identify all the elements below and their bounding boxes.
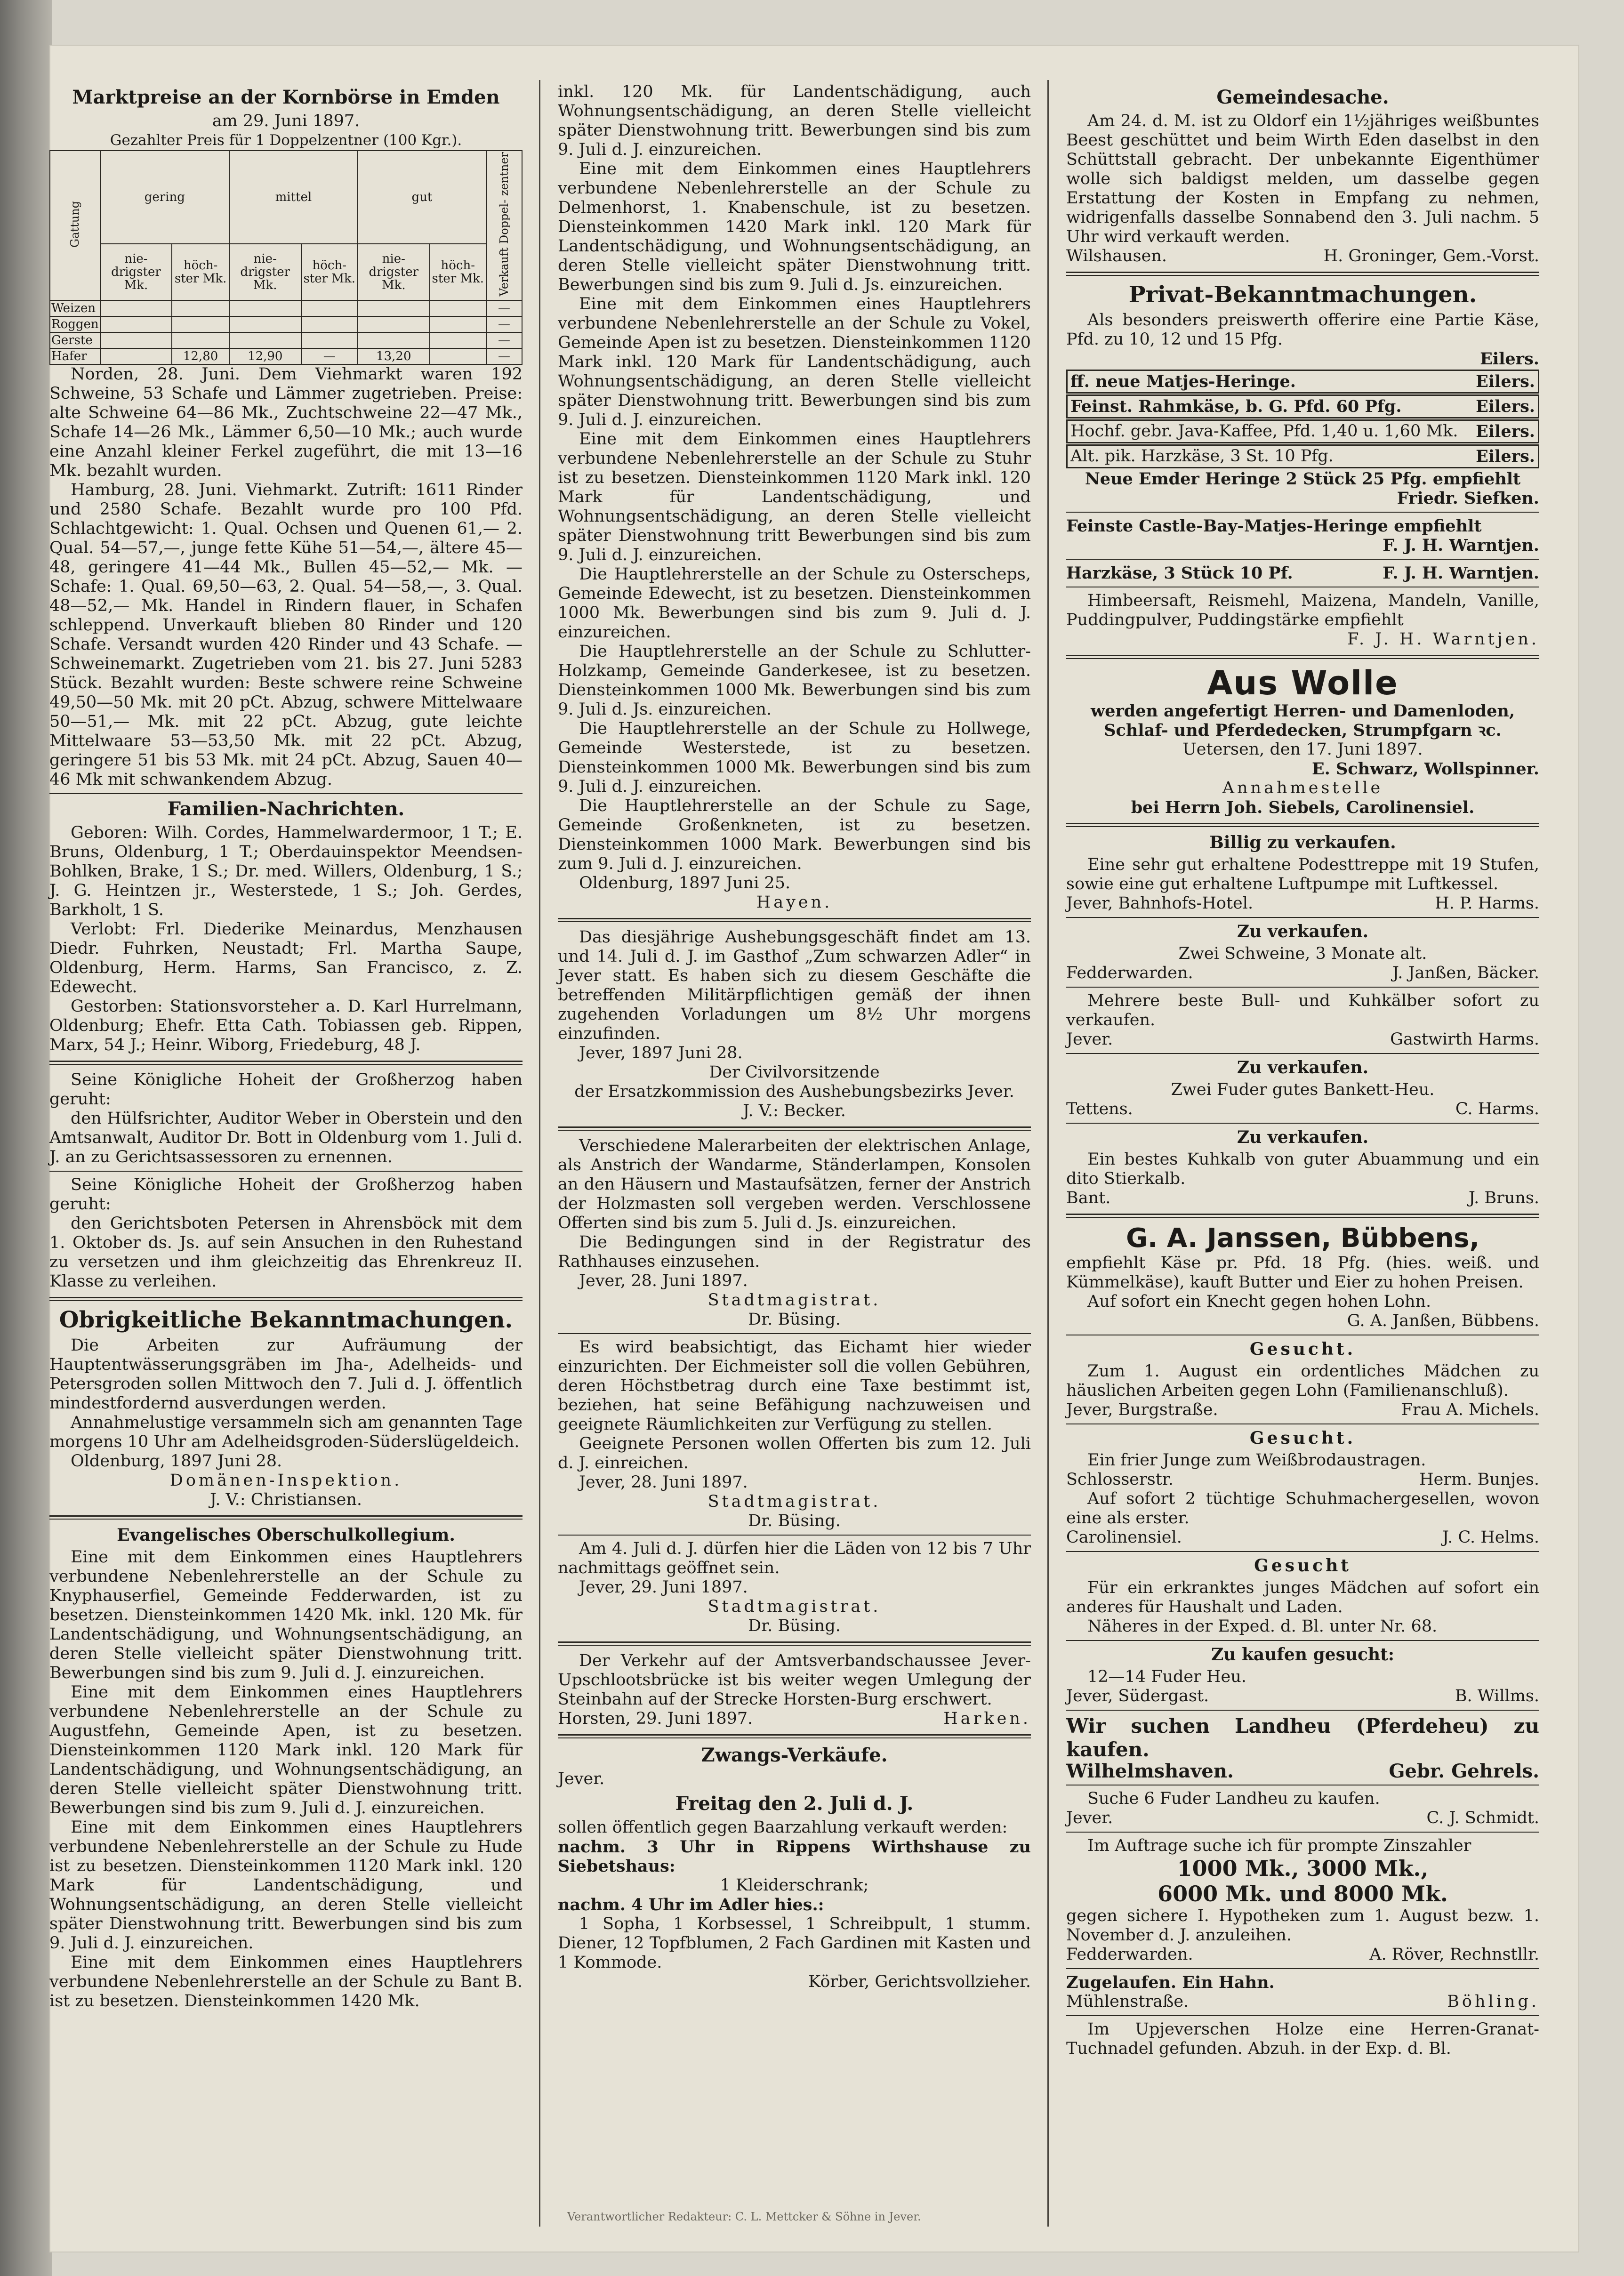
section-title: Zu verkaufen. xyxy=(1237,922,1369,941)
ad-text: bei Herrn Joh. Siebels, Carolinensiel. xyxy=(1131,798,1475,817)
date: Jever, 28. Juni 1897. xyxy=(579,1271,748,1290)
private-title: Privat-Bekanntmachungen. xyxy=(1128,281,1477,308)
notice-text: Verschiedene Malerarbeiten der elektrischen Anlage, als Anstrich der Wandarme, Ständerlampen, Konsolen an den Häusern und Mastaufsätzen, ferner der Anstrich der Holzmasten soll vergeben werden. Verschlossene Offerten sind bis zum 5. Juli d. Js. einzureichen. xyxy=(558,1136,1031,1232)
signature: Stadtmagistrat. xyxy=(707,1597,881,1616)
notice-text: Eine mit dem Einkommen eines Hauptlehrers verbundene Nebenlehrerstelle an der Schule zu Delmenhorst, 1. Knabenschule, ist zu besetzen. Diensteinkommen 1420 Mark inkl. 120 Mark für Landentschädigung, und Wohnungsentschädigung, an deren Stelle vielleicht später Dienstwohnung tritt. Bewerbungen sind bis zum 9. Juli d. Js. einzureichen. xyxy=(558,160,1031,294)
ad-text: ff. neue Matjes-Heringe. xyxy=(1070,372,1296,391)
official-text: Die Arbeiten zur Aufräumung der Hauptentwässerungsgräben im Jha-, Adelheids- und Petersgroden sollen Mittwoch den 7. Juli d. J. öffentlich mindestfordernd ausverdungen werden. xyxy=(49,1336,523,1413)
signature: Dr. Büsing. xyxy=(748,1310,841,1329)
signature: Dr. Büsing. xyxy=(748,1617,841,1635)
ad-text: Mehrere beste Bull- und Kuhkälber sofort zu verkaufen. xyxy=(1066,991,1539,1029)
amount-heading: 1000 Mk., 3000 Mk., xyxy=(1177,1856,1429,1881)
signature: Eilers. xyxy=(1476,422,1535,441)
signature: Harken. xyxy=(943,1709,1031,1728)
col-header: nie- drigster Mk. xyxy=(100,244,172,300)
notice-text: 1 Sopha, 1 Korbsessel, 1 Schreibpult, 1 stumm. Diener, 12 Topfblumen, 2 Fach Gardinen mit Kasten und 1 Kommode. xyxy=(558,1914,1031,1972)
ad-text: Ein bestes Kuhkalb von guter Abuammung und ein dito Stierkalb. xyxy=(1066,1150,1539,1188)
place: Mühlenstraße. xyxy=(1066,1992,1189,2011)
ad-text: gegen sichere I. Hypotheken zum 1. August bezw. 1. November d. J. anzuleihen. xyxy=(1066,1906,1539,1945)
evang-title: Evangelisches Oberschulkollegium. xyxy=(117,1525,455,1545)
ad-text: Näheres in der Exped. d. Bl. unter Nr. 68. xyxy=(1087,1617,1438,1636)
norden-report: Norden, 28. Juni. Dem Viehmarkt waren 192 Schweine, 53 Schafe und Lämmer zugetrieben. Preise: alte Schweine 64—86 Mk., Zuchtschweine 22—47 Mk., Schafe 14—26 Mk., Lämmer 6,50—10 Mk.; auch wurde eine Anzahl kleiner Ferkel zugeführt, die mit 13—16 Mk. bezahlt wurden. xyxy=(49,365,523,481)
col-header: nie- drigster Mk. xyxy=(229,244,301,300)
ad-text: Zwei Fuder gutes Bankett-Heu. xyxy=(1171,1080,1435,1099)
col-header: gering xyxy=(100,151,229,244)
signature: Stadtmagistrat. xyxy=(707,1291,881,1310)
notice-text: Es wird beabsichtigt, das Eichamt hier wieder einzurichten. Der Eichmeister soll die vollen Gebühren, deren Höchstbetrag durch eine Taxe bestimmt ist, beziehen, hat seine Befähigung nachzuweisen und geeignete Räumlichkeiten zur Verfügung zu stellen. xyxy=(558,1338,1031,1434)
place: Fedderwarden. xyxy=(1066,1945,1193,1964)
date: Oldenburg, 1897 Juni 28. xyxy=(71,1452,282,1471)
col-header: nie- drigster Mk. xyxy=(358,244,430,300)
notice-text: 1 Kleiderschrank; xyxy=(720,1876,869,1895)
market-title: Marktpreise an der Kornbörse in Emden xyxy=(72,86,500,108)
place: Carolinensiel. xyxy=(1066,1528,1182,1547)
place: Jever. xyxy=(1066,1809,1113,1827)
column-2 xyxy=(558,82,1031,1992)
signature: Eilers. xyxy=(1476,372,1535,391)
signature: F. J. H. Warntjen. xyxy=(1383,563,1539,583)
cell: 13,20 xyxy=(358,348,430,364)
notice-text: Eine mit dem Einkommen eines Hauptlehrers verbundene Nebenlehrerstelle an der Schule zu Hude ist zu besetzen. Diensteinkommen 1120 Mark inkl. 120 Mark für Landentschädigung, und Wohnungsentschädigung, an deren Stelle vielleicht später Dienstwohnung tritt. Bewerbungen sind bis zum 9. Juli d. J. einzureichen. xyxy=(49,1818,523,1953)
section-title: Gemeindesache. xyxy=(1216,86,1389,108)
signature: J. Bruns. xyxy=(1468,1189,1539,1207)
notice-text: nachm. 4 Uhr im Adler hies.: xyxy=(558,1895,824,1914)
notice-text: sollen öffentlich gegen Baarzahlung verkauft werden: xyxy=(558,1818,1008,1837)
signature: B. Willms. xyxy=(1455,1687,1539,1705)
wool-ad-title: Aus Wolle xyxy=(1207,664,1399,702)
signature: C. J. Schmidt. xyxy=(1426,1809,1539,1827)
signature: J. C. Helms. xyxy=(1442,1528,1539,1547)
notice-text: Eine mit dem Einkommen eines Hauptlehrers verbundene Nebenlehrerstelle an der Schule zu Augustfehn, Gemeinde Apen, ist zu besetzen. Diensteinkommen 1120 Mark inkl. 120 Mark für Landentschädigung, und Wohnungsentschädigung, an deren Stelle vielleicht später Dienstwohnung tritt. Bewerbungen sind bis zum 9. Juli d. J. einzureichen. xyxy=(49,1683,523,1818)
cell: — xyxy=(486,300,522,316)
notice-royal-1-head: Seine Königliche Hoheit der Großherzog haben geruht: xyxy=(49,1070,523,1109)
ad-text: Alt. pik. Harzkäse, 3 St. 10 Pfg. xyxy=(1070,447,1334,466)
date: Jever, 29. Juni 1897. xyxy=(579,1578,748,1597)
signature: J. V.: Christiansen. xyxy=(210,1490,362,1510)
ad-text: Hochf. gebr. Java-Kaffee, Pfd. 1,40 u. 1,60 Mk. xyxy=(1070,422,1458,441)
date: Oldenburg, 1897 Juni 25. xyxy=(579,874,791,893)
notice-text: Eine mit dem Einkommen eines Hauptlehrers verbundene Nebenlehrerstelle an der Schule zu Vokel, Gemeinde Apen ist zu besetzen. Diensteinkommen 1120 Mark inkl. 120 Mark für Landentschädigung, auch Wohnungsentschädigung, an deren Stelle vielleicht später Dienstwohnung tritt. Bewerbungen sind bis zum 9. Juli d. J. einzureichen. xyxy=(558,295,1031,429)
notice-text: Geeignete Personen wollen Offerten bis zum 12. Juli d. J. einreichen. xyxy=(558,1434,1031,1472)
col-header: Gattung xyxy=(68,201,82,248)
ad-text: Zugelaufen. Ein Hahn. xyxy=(1066,1973,1275,1992)
signature: Körber, Gerichtsvollzieher. xyxy=(808,1972,1031,1991)
signature: Frau A. Michels. xyxy=(1401,1400,1539,1419)
notice-royal-2: den Gerichtsboten Petersen in Ahrensböck mit dem 1. Oktober ds. Js. auf sein Ansuchen in den Ruhestand zu versetzen und ihm gleichzeitig das Ehrenkreuz II. Klasse zu verleihen. xyxy=(49,1214,523,1291)
date: Jever, 1897 Juni 28. xyxy=(579,1044,743,1062)
place: Bant. xyxy=(1066,1189,1111,1207)
table-row xyxy=(50,332,522,348)
section-title: Gesucht xyxy=(1254,1556,1351,1576)
signature: Gebr. Gehrels. xyxy=(1389,1760,1539,1782)
place: Jever. xyxy=(1066,1030,1113,1049)
newspaper-page xyxy=(49,45,1579,2252)
signature: H. P. Harms. xyxy=(1435,894,1539,913)
market-date: am 29. Juni 1897. xyxy=(212,112,360,130)
section-title: Gesucht. xyxy=(1249,1428,1356,1448)
notice-text: Die Hauptlehrerstelle an der Schule zu Hollwege, Gemeinde Westerstede, ist zu besetzen. Diensteinkommen 1000 Mk. Bewerbungen sind bis zum 9. Juli d. J. einzureichen. xyxy=(558,719,1031,796)
signature: E. Schwarz, Wollspinner. xyxy=(1311,759,1539,779)
signature: Der Civilvorsitzende xyxy=(709,1063,880,1082)
notice-text: Die Hauptlehrerstelle an der Schule zu Osterscheps, Gemeinde Edewecht, ist zu besetzen. Diensteinkommen 1000 Mk. Bewerbungen sind bis zum 9. Juli d. J. einzureichen. xyxy=(558,565,1031,642)
grain: Hafer xyxy=(50,348,100,364)
notice-text: Eine mit dem Einkommen eines Hauptlehrers verbundene Nebenlehrerstelle an der Schule zu Stuhr ist zu besetzen. Diensteinkommen 1120 Mark inkl. 120 Mark für Landentschädigung, und Wohnungsentschädigung, an deren Stelle vielleicht später Dienstwohnung tritt Bewerbungen sind bis zum 9. Juli d. J. einzureichen. xyxy=(558,430,1031,564)
signature: H. Groninger, Gem.-Vorst. xyxy=(1323,247,1539,265)
signature: Stadtmagistrat. xyxy=(707,1492,881,1511)
ad-text: Auf sofort ein Knecht gegen hohen Lohn. xyxy=(1087,1292,1431,1311)
notice-royal-1: den Hülfsrichter, Auditor Weber in Oberstein und den Amtsanwalt, Auditor Dr. Bott in Oldenburg vom 1. Juli d. J. an zu Gerichtsassessoren zu ernennen. xyxy=(49,1109,523,1167)
cell: 12,90 xyxy=(229,348,301,364)
auction-date: Freitag den 2. Juli d. J. xyxy=(675,1793,914,1815)
grain: Gerste xyxy=(50,332,100,348)
cell: 12,80 xyxy=(172,348,229,364)
ad-text: Im Upjeverschen Holze eine Herren-Granat-Tuchnadel gefunden. Abzuh. in der Exp. d. Bl. xyxy=(1066,2020,1539,2058)
ad-text: Eine sehr gut erhaltene Podesttreppe mit 19 Stufen, sowie eine gut erhaltene Luftpumpe mit Luftkessel. xyxy=(1066,855,1539,893)
place: Wilshausen. xyxy=(1066,247,1167,265)
signature: F. J. H. Warntjen. xyxy=(1347,630,1539,649)
signature: A. Röver, Rechnstllr. xyxy=(1369,1945,1539,1964)
cell: — xyxy=(486,332,522,348)
births: Geboren: Wilh. Cordes, Hammelwardermoor, 1 T.; E. Bruns, Oldenburg, 1 T.; Oberdauinspektor Meendsen-Bohlken, Brake, 1 S.; Dr. med. Willers, Oldenburg, 1 S.; J. G. Heintzen jr., Westerstede, 1 S.; Joh. Gerdes, Barkholt, 1 S. xyxy=(49,823,523,920)
ad-text: empfiehlt Käse pr. Pfd. 18 Pfg. (hies. weiß. und Kümmelkäse), kauft Butter und Eier zu hohen Preisen. xyxy=(1066,1254,1539,1292)
section-title: Billig zu verkaufen. xyxy=(1209,833,1396,852)
place: Jever. xyxy=(558,1769,605,1788)
section-title: Zu verkaufen. xyxy=(1237,1058,1369,1078)
signature: J. Janßen, Bäcker. xyxy=(1392,964,1539,982)
ad-text: Annahmestelle xyxy=(1222,779,1383,797)
notice-text: Die Hauptlehrerstelle an der Schule zu Sage, Gemeinde Großenkneten, ist zu besetzen. Diensteinkommen 1000 Mark. Bewerbungen sind bis zum 9. Juli d. J. einzureichen. xyxy=(558,796,1031,873)
notice-text: Der Verkehr auf der Amtsverbandschaussee Jever-Upschlootsbrücke ist bis weiter wegen Umlegung der Steinbahn auf der Strecke Horsten-Burg erschwert. xyxy=(558,1651,1031,1709)
notice-text: nachm. 3 Uhr in Rippens Wirthshause zu Siebetshaus: xyxy=(558,1837,1031,1876)
signature: C. Harms. xyxy=(1455,1100,1539,1118)
table-row xyxy=(50,316,522,332)
cell: — xyxy=(486,348,522,364)
signature: Hayen. xyxy=(756,893,833,912)
signature: G. A. Janßen, Bübbens. xyxy=(1347,1311,1539,1330)
place: Wilhelmshaven. xyxy=(1066,1760,1234,1782)
ad-text: Im Auftrage suche ich für prompte Zinszahler xyxy=(1087,1836,1471,1855)
ad-text: Harzkäse, 3 Stück 10 Pf. xyxy=(1066,563,1293,583)
signature: Böhling. xyxy=(1447,1992,1539,2011)
signature: Gastwirth Harms. xyxy=(1390,1030,1539,1049)
ad-text: 12—14 Fuder Heu. xyxy=(1087,1667,1246,1686)
hamburg-report: Hamburg, 28. Juni. Viehmarkt. Zutrift: 1611 Rinder und 2580 Schafe. Bezahlt wurde pro 100 Pfd. Schlachtgewicht: 1. Qual. Ochsen und Quenen 61,— 2. Qual. 54—57,—, junge fette Kühe 51—54,—, ältere 45—48, geringere 41—44 Mk., Bullen 45—52,— Mk. — Schafe: 1. Qual. 69,50—63, 2. Qual. 54—58,—, 3. Qual. 48—52,— Mk. Handel in Rindern flauer, in Schafen schleppend. Unverkauft blieben 80 Rinder und 120 Schafe. Versandt wurden 420 Rinder und 43 Schafe. — Schweinemarkt. Zugetrieben vom 21. bis 27. Juni 5283 Stück. Bezahlt wurden: Beste schwere reine Schweine 49,50—50 Mk. mit 20 pCt. Abzug, schwere Mittelwaare 50—51,— Mk. mit 22 pCt. Abzug, gute leichte Mittelwaare 53—53,50 Mk. mit 22 pCt. Abzug, geringere 51 bis 53 Mk. mit 24 pCt. Abzug, Sauen 40—46 Mk mit schwankendem Abzug. xyxy=(49,481,523,789)
signature: Eilers. xyxy=(1476,447,1535,466)
table-row xyxy=(50,300,522,316)
place: Tettens. xyxy=(1066,1100,1133,1118)
notice-text: Die Hauptlehrerstelle an der Schule zu Schlutter-Holzkamp, Gemeinde Ganderkesee, ist zu besetzen. Diensteinkommen 1000 Mk. Bewerbungen sind bis zum 9. Juli d. Js. einzureichen. xyxy=(558,642,1031,719)
binding-edge xyxy=(0,0,52,2276)
ad-text: Zwei Schweine, 3 Monate alt. xyxy=(1178,944,1427,963)
column-1 xyxy=(49,82,523,2011)
place: Fedderwarden. xyxy=(1066,964,1193,982)
ad-text: Suche 6 Fuder Landheu zu kaufen. xyxy=(1087,1789,1380,1808)
col-header: höch- ster Mk. xyxy=(301,244,358,300)
market-sub: Gezahlter Preis für 1 Doppelzentner (100 Kgr.). xyxy=(110,132,462,149)
cell: — xyxy=(486,316,522,332)
place: Jever, Burgstraße. xyxy=(1066,1400,1218,1419)
col-header: höch- ster Mk. xyxy=(430,244,486,300)
grain: Weizen xyxy=(50,300,100,316)
forced-sales-title: Zwangs-Verkäufe. xyxy=(701,1744,888,1766)
ad-text: Wir suchen Landheu (Pferdeheu) zu kaufen. xyxy=(1066,1714,1539,1761)
official-title: Obrigkeitliche Bekanntmachungen. xyxy=(59,1307,513,1334)
signature: Domänen-Inspektion. xyxy=(169,1471,402,1490)
footer-imprint: Verantwortlicher Redakteur: C. L. Mettcker & Söhne in Jever. xyxy=(567,2210,921,2223)
column-rule xyxy=(1047,80,1049,2227)
col-header: mittel xyxy=(229,151,358,244)
janssen-ad-title: G. A. Janssen, Bübbens, xyxy=(1126,1223,1479,1254)
table-row xyxy=(50,348,522,364)
section-title: Gesucht. xyxy=(1249,1339,1356,1359)
col-header: höch- ster Mk. xyxy=(172,244,229,300)
deaths: Gestorben: Stationsvorsteher a. D. Karl Hurrelmann, Oldenburg; Ehefr. Etta Cath. Tobiassen geb. Rippen, Marx, 54 J.; Heinr. Wiborg, Friedeburg, 48 J. xyxy=(49,997,523,1055)
notice-royal-2-head: Seine Königliche Hoheit der Großherzog haben geruht: xyxy=(49,1175,523,1214)
section-title: Zu verkaufen. xyxy=(1237,1127,1369,1147)
date: Uetersen, den 17. Juni 1897. xyxy=(1182,740,1423,759)
notice-text: Eine mit dem Einkommen eines Hauptlehrers verbundene Nebenlehrerstelle an der Schule zu Knyphauserfiel, Gemeinde Fedderwarden, ist zu besetzen. Diensteinkommen 1420 Mk. inkl. 120 Mk. für Landentschädigung, und Wohnungsentschädigung, an deren Stelle vielleicht später Dienstwohnung tritt. Bewerbungen sind bis zum 9. Juli d. J. einzureichen. xyxy=(49,1548,523,1683)
date: Horsten, 29. Juni 1897. xyxy=(558,1709,753,1728)
ad-text: Feinste Castle-Bay-Matjes-Heringe empfiehlt xyxy=(1066,516,1482,536)
ad-text: Zum 1. August ein ordentliches Mädchen zu häuslichen Arbeiten gegen Lohn (Familienanschluß). xyxy=(1066,1362,1539,1400)
column-rule xyxy=(539,80,540,2227)
ad-text: Als besonders preiswerth offerire eine Partie Käse, Pfd. zu 10, 12 und 15 Pfg. xyxy=(1066,311,1539,349)
cell: — xyxy=(301,348,358,364)
notice-text: Am 4. Juli d. J. dürfen hier die Läden von 12 bis 7 Uhr nachmittags geöffnet sein. xyxy=(558,1539,1031,1577)
signature: Eilers. xyxy=(1480,349,1539,369)
place: Jever, Bahnhofs-Hotel. xyxy=(1066,894,1254,913)
ad-text: Ein frier Junge zum Weißbrodaustragen. xyxy=(1087,1451,1426,1470)
place: Schlosserstr. xyxy=(1066,1470,1174,1489)
signature: der Ersatzkommission des Aushebungsbezirks Jever. xyxy=(574,1082,1014,1101)
signature: F. J. H. Warntjen. xyxy=(1383,536,1539,555)
ad-text: werden angefertigt Herren- und Damenloden, Schlaf- und Pferdedecken, Strumpfgarn ꝛc. xyxy=(1090,701,1515,740)
signature: Dr. Büsing. xyxy=(748,1512,841,1530)
signature: Friedr. Siefken. xyxy=(1397,489,1539,508)
ad-text: Himbeersaft, Reismehl, Maizena, Mandeln, Vanille, Puddingpulver, Puddingstärke empfiehlt xyxy=(1066,591,1539,629)
ad-text: Neue Emder Heringe 2 Stück 25 Pfg. empfiehlt xyxy=(1085,469,1521,489)
date: Jever, 28. Juni 1897. xyxy=(579,1473,748,1492)
notice-text: Das diesjährige Aushebungsgeschäft findet am 13. und 14. Juli d. J. im Gasthof „Zum schwarzen Adler“ in Jever statt. Es haben sich zu diesem Geschäfte die betreffenden Militärpflichtigen gemäß der ihnen zugehenden Vorladungen um 8½ Uhr morgens einzufinden. xyxy=(558,928,1031,1043)
price-table xyxy=(49,150,523,365)
col-header: Verkauft Doppel- zentner xyxy=(498,152,511,297)
col-header: gut xyxy=(358,151,486,244)
signature: J. V.: Becker. xyxy=(743,1102,846,1120)
place: Jever, Südergast. xyxy=(1066,1687,1209,1705)
official-text-2: Annahmelustige versammeln sich am genannten Tage morgens 10 Uhr am Adelheidsgroden-Süderslügeldeich. xyxy=(49,1413,523,1452)
engaged: Verlobt: Frl. Diederike Meinardus, Menzhausen Diedr. Fuhrken, Neustadt; Frl. Martha Saupe, Oldenburg, Herm. Harms, San Francisco, z. Z. Edewecht. xyxy=(49,920,523,997)
signature: Eilers. xyxy=(1476,397,1535,416)
notice-text: Am 24. d. M. ist zu Oldorf ein 1½jähriges weißbuntes Beest geschüttet und beim Wirth Eden daselbst in den Schüttstall gebracht. Der unbekannte Eigenthümer wolle sich baldigst melden, um dasselbe gegen Erstattung der Kosten in Empfang zu nehmen, widrigenfalls dasselbe Sonnabend den 3. Juli nachm. 5 Uhr wird verkauft werden. xyxy=(1066,112,1539,246)
family-title: Familien-Nachrichten. xyxy=(167,798,405,820)
amount-heading: 6000 Mk. und 8000 Mk. xyxy=(1158,1881,1448,1906)
notice-text: inkl. 120 Mk. für Landentschädigung, auch Wohnungsentschädigung, an deren Stelle vielleicht später Dienstwohnung tritt. Bewerbungen sind bis zum 9. Juli d. J. einzureichen. xyxy=(558,82,1031,159)
ad-text: Für ein erkranktes junges Mädchen auf sofort ein anderes für Haushalt und Laden. xyxy=(1066,1578,1539,1617)
section-title: Zu kaufen gesucht: xyxy=(1211,1645,1395,1665)
ad-text: Feinst. Rahmkäse, b. G. Pfd. 60 Pfg. xyxy=(1070,397,1402,416)
notice-text: Eine mit dem Einkommen eines Hauptlehrers verbundene Nebenlehrerstelle an der Schule zu Bant B. ist zu besetzen. Diensteinkommen 1420 Mk. xyxy=(49,1953,523,2011)
signature: Herm. Bunjes. xyxy=(1419,1470,1539,1489)
notice-text: Die Bedingungen sind in der Registratur des Rathhauses einzusehen. xyxy=(558,1233,1031,1271)
column-3 xyxy=(1066,82,1539,2059)
grain: Roggen xyxy=(50,316,100,332)
ad-text: Auf sofort 2 tüchtige Schuhmachergesellen, wovon eine als erster. xyxy=(1066,1489,1539,1528)
